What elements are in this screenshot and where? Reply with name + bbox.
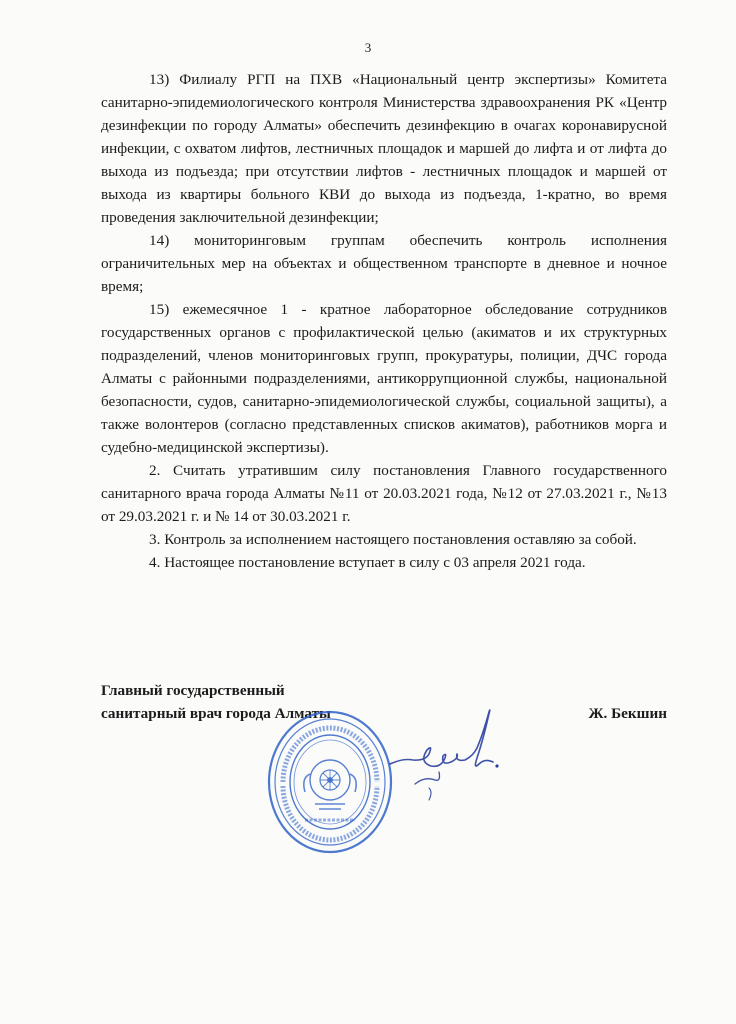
paragraph-clause-2: 2. Считать утратившим силу постановления Главного государственного санитарного врача города Алматы №11 от 20.03.2021 года, №12 от 27.03.2021 г., №13 от 29.03.2021 г. и № 14 от 30.03.2021 г. [101,462,667,525]
paragraph-item-15: 15) ежемесячное 1 - кратное лабораторное обследование сотрудников государственных органов с профилактической целью (акиматов и их структурных подразделений, членов мониторинговых групп, прокуратуры, полиции, ДЧС города Алматы с районными подразделениями, антикоррупционной службы, национальной безопасности, судов, санитарно-эпидемиологической службы, социальной защиты), а также волонтеров (согласно представленных списков акиматов), работников морга и судебно-медицинской экспертизы). [101,301,667,456]
page-number: 3 [364,40,372,55]
signatory-title-line-1: Главный государственный [101,682,285,699]
document-body [101,68,667,574]
paragraph-item-13: 13) Филиалу РГП на ПХВ «Национальный центр экспертизы» Комитета санитарно-эпидемиологического контроля Министерства здравоохранения РК «Центр дезинфекции по городу Алматы» обеспечить дезинфекцию в очагах коронавирусной инфекции, с охватом лифтов, лестничных площадок и маршей до лифта и от лифта до выхода из подъезда; при отсутствии лифтов - лестничных площадок и маршей от выхода из квартиры больного КВИ до выхода из подъезда, 1-кратно, во время проведения заключительной дезинфекции; [101,71,667,226]
paragraph-clause-4: 4. Настоящее постановление вступает в силу с 03 апреля 2021 года. [149,554,586,571]
paragraph-item-14: 14) мониторинговым группам обеспечить контроль исполнения ограничительных мер на объектах и общественном транспорте в дневное и ночное время; [101,232,667,295]
paragraph-clause-3: 3. Контроль за исполнением настоящего постановления оставляю за собой. [149,531,637,548]
signatory-name: Ж. Бекшин [588,705,667,722]
official-seal-icon [265,708,395,856]
handwritten-signature-icon [385,700,515,810]
signatory-title-line-2: санитарный врач города Алматы [101,705,331,722]
